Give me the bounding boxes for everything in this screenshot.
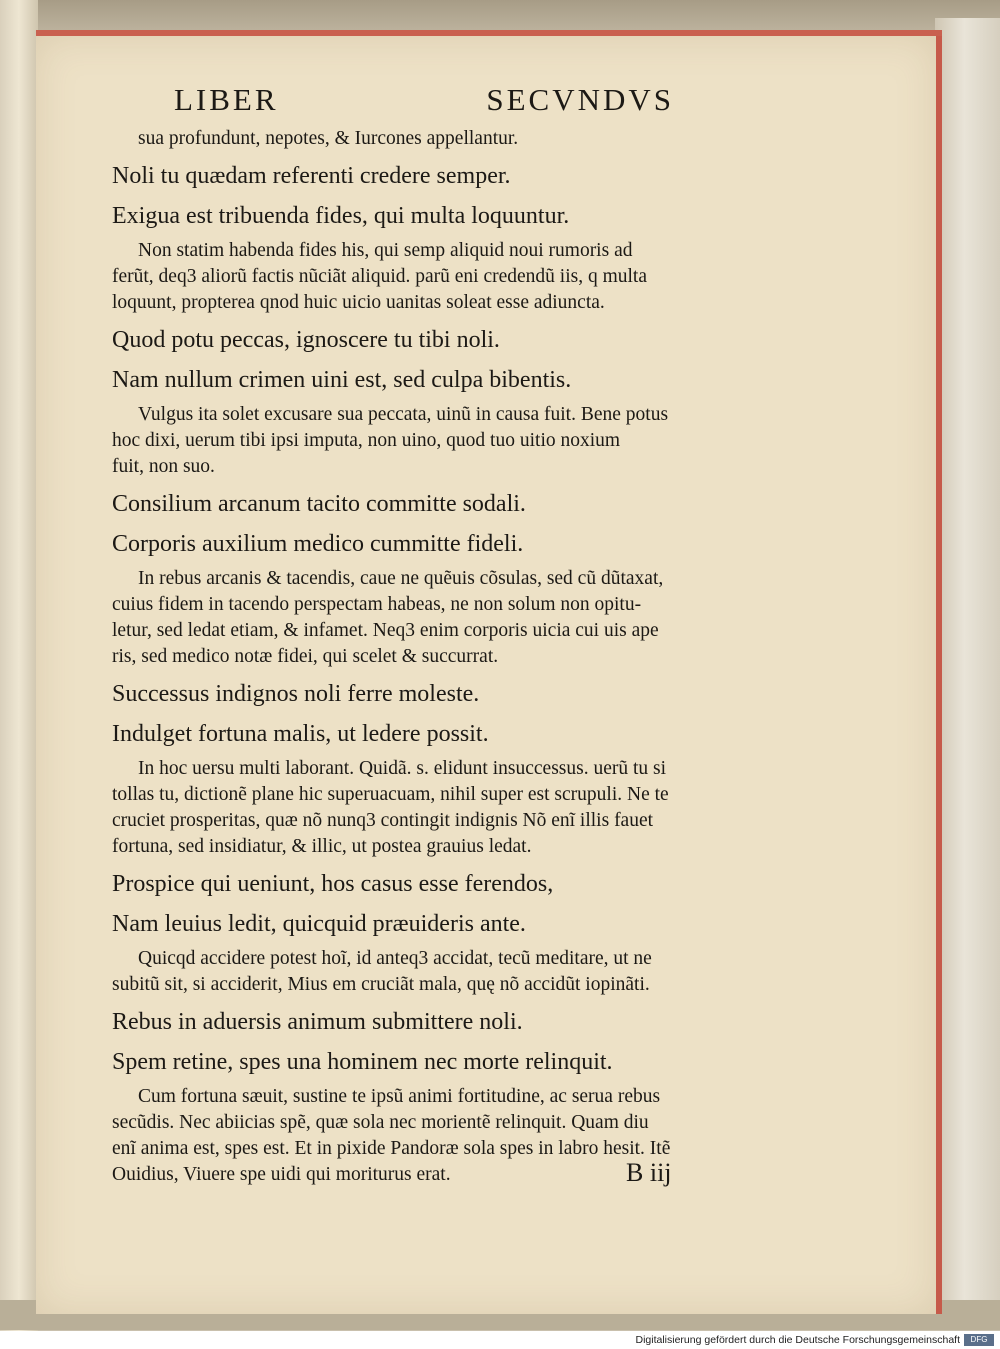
- commentary-line: letur, sed ledat etiam, & infamet. Neq3 enim corporis uicia cui uis ape: [112, 620, 659, 641]
- commentary-line: loquunt, propterea qnod huic uicio uanitas soleat esse adiuncta.: [112, 292, 605, 313]
- commentary-paragraph: [112, 126, 802, 152]
- verse-line: Successus indignos noli ferre moleste.: [112, 681, 480, 707]
- commentary-line: ris, sed medico notæ fidei, qui scelet & succurrat.: [112, 646, 499, 667]
- verse-line: Corporis auxilium medico cummitte fideli.: [112, 531, 524, 557]
- verse-line: Rebus in aduersis animum submittere noli.: [112, 1009, 523, 1035]
- page-text: [112, 78, 802, 1194]
- commentary-line: fortuna, sed insidiatur, & illic, ut postea grauius ledat.: [112, 836, 532, 857]
- verse-line: Prospice qui ueniunt, hos casus esse ferendos,: [112, 871, 554, 897]
- verse-line: Nam leuius ledit, quicquid præuideris ante.: [112, 911, 526, 937]
- running-head-right: SECVNDVS: [486, 82, 674, 117]
- commentary-paragraph: [112, 566, 802, 670]
- scan-top-band: [0, 0, 1000, 32]
- commentary-line: cruciet prosperitas, quæ nõ nunq3 contingit indignis Nõ enĩ illis fauet: [112, 810, 654, 831]
- binding-edge: [935, 18, 1000, 1323]
- commentary-line: Cum fortuna sæuit, sustine te ipsũ animi fortitudine, ac serua rebus: [138, 1086, 661, 1107]
- commentary-line: fuit, non suo.: [112, 456, 215, 477]
- commentary-line: cuius fidem in tacendo perspectam habeas, ne non solum non opitu-: [112, 594, 642, 615]
- commentary-line: Non statim habenda fides his, qui semp aliquid noui rumoris ad: [138, 240, 633, 261]
- commentary-paragraph: [112, 402, 802, 480]
- verse-line: Quod potu peccas, ignoscere tu tibi noli.: [112, 327, 500, 353]
- running-head-left: LIBER: [174, 82, 279, 117]
- running-head: [174, 78, 674, 122]
- commentary-paragraph: [112, 946, 802, 998]
- commentary-line: secũdis. Nec abiicias spẽ, quæ sola nec morientẽ relinquit. Quam diu: [112, 1112, 649, 1133]
- commentary-paragraph: [112, 756, 802, 860]
- verse-line: Exigua est tribuenda fides, qui multa loquuntur.: [112, 203, 570, 229]
- commentary-line: subitũ sit, si acciderit, Mius em cruciãt mala, quę nõ accidũt iopinãti.: [112, 974, 650, 995]
- commentary-line: hoc dixi, uerum tibi ipsi imputa, non uino, quod tuo uitio noxium: [112, 430, 621, 451]
- verse-line: Nam nullum crimen uini est, sed culpa bibentis.: [112, 367, 572, 393]
- commentary-line: In rebus arcanis & tacendis, caue ne quẽuis cõsulas, sed cũ dũtaxat,: [138, 568, 664, 589]
- digitization-footer: [0, 1331, 1000, 1349]
- commentary-line: Quicqd accidere potest hoĩ, id anteq3 accidat, tecũ meditare, ut ne: [138, 948, 652, 969]
- facing-page-edge: [0, 0, 38, 1349]
- footer-credit: Digitalisierung gefördert durch die Deutsche Forschungsgemeinschaft: [635, 1334, 960, 1346]
- verse-line: Spem retine, spes una hominem nec morte relinquit.: [112, 1049, 613, 1075]
- text-blocks: [112, 126, 802, 1188]
- verse-line: Consilium arcanum tacito committe sodali.: [112, 491, 526, 517]
- commentary-line: ferũt, deq3 aliorũ factis nũciãt aliquid. parũ eni credendũ iis, q multa: [112, 266, 647, 287]
- commentary-paragraph: [112, 238, 802, 316]
- commentary-line: sua profundunt, nepotes, & Iurcones appellantur.: [138, 128, 519, 149]
- commentary-line: Ouidius, Viuere spe uidi qui moriturus erat.: [112, 1164, 451, 1185]
- commentary-line: Vulgus ita solet excusare sua peccata, uinũ in causa fuit. Bene potus: [138, 404, 669, 425]
- commentary-line: enĩ anima est, spes est. Et in pixide Pandoræ sola spes in labro hesit. Itẽ: [112, 1138, 671, 1159]
- signature-mark: B iij: [626, 1158, 672, 1187]
- verse-line: Indulget fortuna malis, ut ledere possit.: [112, 721, 489, 747]
- commentary-line: In hoc uersu multi laborant. Quidã. s. elidunt insuccessus. uerũ tu si: [138, 758, 667, 779]
- commentary-paragraph: [112, 1084, 802, 1188]
- verse-line: Noli tu quædam referenti credere semper.: [112, 163, 511, 189]
- commentary-line: tollas tu, dictionẽ plane hic superuacuam, nihil super est scrupuli. Ne te: [112, 784, 669, 805]
- dfg-logo-icon: DFG: [964, 1334, 994, 1346]
